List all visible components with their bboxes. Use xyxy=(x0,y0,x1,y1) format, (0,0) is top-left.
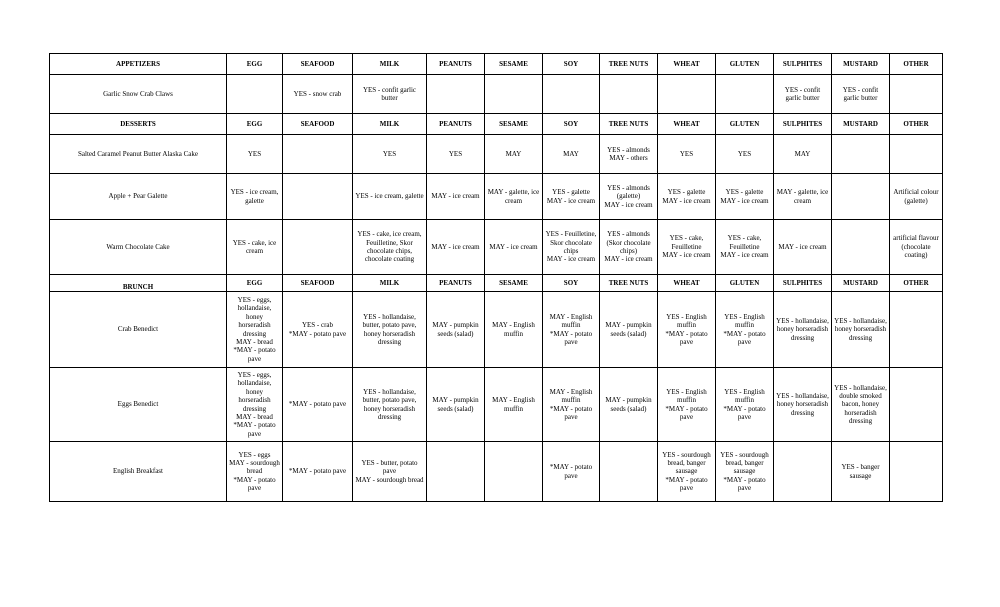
allergen-cell: YES xyxy=(427,135,485,174)
dish-name: Warm Chocolate Cake xyxy=(50,220,227,275)
allergen-cell: YES - confit garlic butter xyxy=(832,75,890,114)
allergen-cell xyxy=(600,442,658,502)
allergen-cell: MAY - English muffin xyxy=(485,292,543,368)
allergen-cell xyxy=(890,368,943,442)
allergen-cell xyxy=(543,75,600,114)
allergen-cell xyxy=(485,442,543,502)
table-row xyxy=(50,368,943,442)
allergen-cell xyxy=(716,75,774,114)
column-header: MUSTARD xyxy=(832,54,890,75)
allergen-cell: MAY xyxy=(774,135,832,174)
allergen-cell: YES - ice cream, galette xyxy=(227,174,283,220)
allergen-cell: YES - butter, potato pave MAY - sourdough bread xyxy=(353,442,427,502)
allergen-cell xyxy=(485,75,543,114)
column-header: WHEAT xyxy=(658,114,716,135)
allergen-cell: MAY - English muffin xyxy=(485,368,543,442)
allergen-cell xyxy=(832,135,890,174)
allergen-cell: MAY - ice cream xyxy=(774,220,832,275)
allergen-cell: YES xyxy=(353,135,427,174)
allergen-cell xyxy=(658,75,716,114)
allergen-cell: *MAY - potato pave xyxy=(283,442,353,502)
dish-name: Crab Benedict xyxy=(50,292,227,368)
allergen-cell: MAY - English muffin *MAY - potato pave xyxy=(543,292,600,368)
allergen-table xyxy=(49,53,943,502)
allergen-cell: YES - galette MAY - ice cream xyxy=(716,174,774,220)
column-header: OTHER xyxy=(890,114,943,135)
allergen-cell: MAY xyxy=(485,135,543,174)
column-header: SOY xyxy=(543,54,600,75)
table-row xyxy=(50,442,943,502)
section-title: APPETIZERS xyxy=(50,54,227,75)
allergen-cell: MAY - English muffin *MAY - potato pave xyxy=(543,368,600,442)
allergen-cell: YES xyxy=(716,135,774,174)
dish-name: Garlic Snow Crab Claws xyxy=(50,75,227,114)
allergen-cell xyxy=(427,442,485,502)
allergen-cell: MAY - ice cream xyxy=(485,220,543,275)
dish-name: Eggs Benedict xyxy=(50,368,227,442)
allergen-cell: MAY - pumpkin seeds (salad) xyxy=(600,292,658,368)
table-row xyxy=(50,220,943,275)
allergen-cell: YES - hollandaise, double smoked bacon, honey horseradish dressing xyxy=(832,368,890,442)
column-header: MUSTARD xyxy=(832,114,890,135)
column-header: WHEAT xyxy=(658,275,716,292)
column-header: SEAFOOD xyxy=(283,275,353,292)
allergen-cell: YES - sourdough bread, banger sausage *MAY - potato pave xyxy=(716,442,774,502)
column-header: TREE NUTS xyxy=(600,54,658,75)
column-header: MUSTARD xyxy=(832,275,890,292)
column-header: MILK xyxy=(353,114,427,135)
allergen-cell: MAY - pumpkin seeds (salad) xyxy=(427,368,485,442)
column-header: EGG xyxy=(227,275,283,292)
allergen-cell: YES - cake, Feuilletine MAY - ice cream xyxy=(716,220,774,275)
allergen-cell: MAY - galette, ice cream xyxy=(774,174,832,220)
table-row xyxy=(50,75,943,114)
column-header: PEANUTS xyxy=(427,54,485,75)
column-header: EGG xyxy=(227,114,283,135)
allergen-cell: YES - confit garlic butter xyxy=(353,75,427,114)
allergen-cell: *MAY - potato pave xyxy=(543,442,600,502)
allergen-cell xyxy=(890,442,943,502)
column-header: SESAME xyxy=(485,275,543,292)
dish-name: English Breakfast xyxy=(50,442,227,502)
allergen-cell: YES - English muffin *MAY - potato pave xyxy=(716,368,774,442)
allergen-cell xyxy=(600,75,658,114)
allergen-cell: MAY - pumpkin seeds (salad) xyxy=(427,292,485,368)
section-header-row xyxy=(50,114,943,135)
allergen-cell: YES - eggs, hollandaise, honey horseradish dressing MAY - bread *MAY - potato pave xyxy=(227,368,283,442)
section-title: DESSERTS xyxy=(50,114,227,135)
allergen-cell: artificial flavour (chocolate coating) xyxy=(890,220,943,275)
allergen-cell xyxy=(283,220,353,275)
allergen-cell xyxy=(227,75,283,114)
column-header: TREE NUTS xyxy=(600,275,658,292)
column-header: GLUTEN xyxy=(716,54,774,75)
allergen-cell xyxy=(832,174,890,220)
allergen-cell: YES - galette MAY - ice cream xyxy=(658,174,716,220)
allergen-cell: YES - hollandaise, honey horseradish dressing xyxy=(774,292,832,368)
column-header: SESAME xyxy=(485,54,543,75)
allergen-cell: YES - cake, ice cream, Feuilletine, Skor chocolate chips, chocolate coating xyxy=(353,220,427,275)
allergen-cell: MAY - galette, ice cream xyxy=(485,174,543,220)
allergen-cell xyxy=(774,442,832,502)
allergen-cell: YES - hollandaise, honey horseradish dressing xyxy=(774,368,832,442)
allergen-cell: YES xyxy=(658,135,716,174)
allergen-cell xyxy=(890,75,943,114)
column-header: MILK xyxy=(353,54,427,75)
allergen-cell: YES - hollandaise, butter, potato pave, honey horseradish dressing xyxy=(353,368,427,442)
allergen-cell: *MAY - potato pave xyxy=(283,368,353,442)
allergen-cell: YES - cake, Feuilletine MAY - ice cream xyxy=(658,220,716,275)
allergen-cell: MAY - ice cream xyxy=(427,220,485,275)
column-header: PEANUTS xyxy=(427,114,485,135)
column-header: TREE NUTS xyxy=(600,114,658,135)
section-header-row xyxy=(50,275,943,292)
allergen-cell: YES - snow crab xyxy=(283,75,353,114)
allergen-cell xyxy=(427,75,485,114)
column-header: GLUTEN xyxy=(716,114,774,135)
allergen-cell: YES - almonds MAY - others xyxy=(600,135,658,174)
column-header: SULPHITES xyxy=(774,275,832,292)
allergen-cell xyxy=(890,135,943,174)
column-header: SEAFOOD xyxy=(283,54,353,75)
column-header: GLUTEN xyxy=(716,275,774,292)
allergen-cell: MAY - pumpkin seeds (salad) xyxy=(600,368,658,442)
column-header: SULPHITES xyxy=(774,114,832,135)
column-header: SESAME xyxy=(485,114,543,135)
column-header: OTHER xyxy=(890,54,943,75)
allergen-cell: YES - hollandaise, honey horseradish dressing xyxy=(832,292,890,368)
column-header: EGG xyxy=(227,54,283,75)
allergen-cell: YES xyxy=(227,135,283,174)
column-header: OTHER xyxy=(890,275,943,292)
allergen-cell: YES - English muffin *MAY - potato pave xyxy=(658,292,716,368)
column-header: SEAFOOD xyxy=(283,114,353,135)
allergen-cell xyxy=(283,135,353,174)
allergen-cell: YES - hollandaise, butter, potato pave, honey horseradish dressing xyxy=(353,292,427,368)
dish-name: Apple + Pear Galette xyxy=(50,174,227,220)
allergen-cell: YES - banger sausage xyxy=(832,442,890,502)
allergen-cell: YES - confit garlic butter xyxy=(774,75,832,114)
allergen-cell: MAY xyxy=(543,135,600,174)
table-row xyxy=(50,292,943,368)
column-header: PEANUTS xyxy=(427,275,485,292)
allergen-cell: YES - crab *MAY - potato pave xyxy=(283,292,353,368)
column-header: SULPHITES xyxy=(774,54,832,75)
column-header: SOY xyxy=(543,114,600,135)
allergen-cell: YES - sourdough bread, banger sausage *MAY - potato pave xyxy=(658,442,716,502)
allergen-cell xyxy=(890,292,943,368)
table-row xyxy=(50,174,943,220)
section-title: BRUNCH xyxy=(50,275,227,292)
allergen-cell: YES - cake, ice cream xyxy=(227,220,283,275)
allergen-cell: YES - English muffin *MAY - potato pave xyxy=(658,368,716,442)
table-row xyxy=(50,135,943,174)
section-header-row xyxy=(50,54,943,75)
allergen-cell: YES - eggs, hollandaise, honey horseradish dressing MAY - bread *MAY - potato pave xyxy=(227,292,283,368)
allergen-cell: YES - almonds (Skor chocolate chips) MAY - ice cream xyxy=(600,220,658,275)
column-header: SOY xyxy=(543,275,600,292)
allergen-cell: YES - English muffin *MAY - potato pave xyxy=(716,292,774,368)
allergen-cell: YES - ice cream, galette xyxy=(353,174,427,220)
dish-name: Salted Caramel Peanut Butter Alaska Cake xyxy=(50,135,227,174)
allergen-cell: YES - almonds (galette) MAY - ice cream xyxy=(600,174,658,220)
column-header: MILK xyxy=(353,275,427,292)
allergen-cell: Artificial colour (galette) xyxy=(890,174,943,220)
column-header: WHEAT xyxy=(658,54,716,75)
allergen-cell xyxy=(832,220,890,275)
allergen-cell: MAY - ice cream xyxy=(427,174,485,220)
allergen-cell xyxy=(283,174,353,220)
allergen-cell: YES - galette MAY - ice cream xyxy=(543,174,600,220)
allergen-cell: YES - Feuilletine, Skor chocolate chips MAY - ice cream xyxy=(543,220,600,275)
allergen-cell: YES - eggs MAY - sourdough bread *MAY - potato pave xyxy=(227,442,283,502)
